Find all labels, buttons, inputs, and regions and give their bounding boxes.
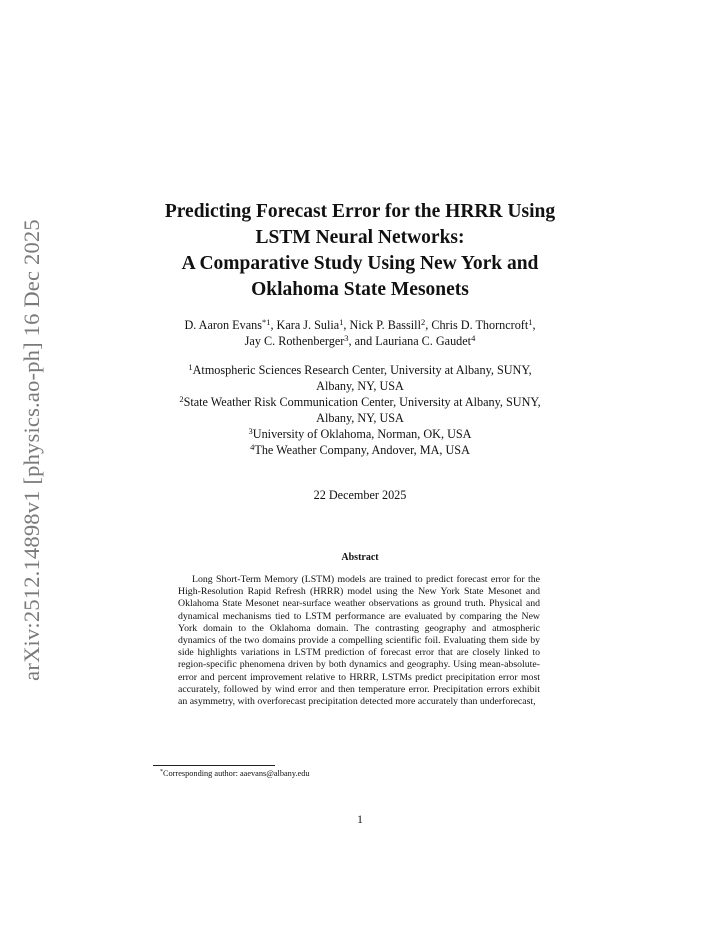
author-separator: , and: [348, 334, 376, 348]
title-line: LSTM Neural Networks:: [255, 227, 465, 248]
author-affiliation-marker: *1: [261, 317, 271, 327]
abstract-body: Long Short-Term Memory (LSTM) models are trained to predict forecast error for the High-Resolution Rapid Refresh (HRRR) model using the New York State Mesonet and Oklahoma State Mesonet near-surface weather observations as ground truth. Physical and dynamical mechanisms tied to LSTM performance are evaluated by comparing the New York domain to the Oklahoma domain. The contrasting geography and atmospheric dynamics of the two domains provide a compelling scientific foil. Evaluating them side by side highlights variations in LSTM prediction of forecast error that are closely linked to region-specific phenomena driven by both dynamics and geography. Using mean-absolute-error and percent improvement relative to HRRR, LSTMs predict precipitation error most accurately, followed by wind error and then temperature error. Precipitation errors exhibit an asymmetry, with overforecast precipitation detected more accurately than underforecast,: [178, 574, 540, 708]
affiliation-marker: 1: [188, 362, 193, 372]
author-list: [120, 317, 600, 349]
affiliation-line: Albany, NY, USA: [316, 379, 404, 393]
affiliation-text: University of Oklahoma, Norman, OK, USA: [252, 427, 472, 441]
footnote-text: Corresponding author: aaevans@albany.edu: [163, 769, 310, 778]
author-separator: ,: [425, 318, 432, 332]
affiliation-marker: 4: [250, 442, 255, 452]
affiliation-text: Atmospheric Sciences Research Center, University at Albany, SUNY,: [192, 363, 532, 377]
author-name: D. Aaron Evans: [184, 318, 262, 332]
affiliation-marker: 3: [248, 426, 253, 436]
title-line: Oklahoma State Mesonets: [251, 279, 469, 300]
author-separator: ,: [343, 318, 350, 332]
author-name: Chris D. Thorncroft: [431, 318, 529, 332]
arxiv-sidebar-identifier: [12, 220, 52, 680]
author-name: Jay C. Rothenberger: [244, 334, 345, 348]
title-line: Predicting Forecast Error for the HRRR Using: [164, 201, 556, 222]
author-name: Lauriana C. Gaudet: [375, 334, 472, 348]
author-affiliation-marker: 1: [339, 317, 344, 327]
affiliation-text: The Weather Company, Andover, MA, USA: [254, 443, 470, 457]
author-affiliation-marker: 1: [528, 317, 533, 327]
affiliation-line: [120, 442, 600, 458]
affiliation-marker: 2: [179, 394, 184, 404]
author-affiliation-marker: 2: [420, 317, 426, 327]
affiliation-line: Albany, NY, USA: [316, 411, 404, 425]
affiliation-line: [120, 394, 600, 410]
affiliation-list: [120, 362, 600, 458]
author-name: Nick P. Bassill: [349, 318, 421, 332]
author-affiliation-marker: 3: [344, 333, 349, 343]
author-line: [120, 333, 600, 349]
paper-title: [140, 199, 580, 303]
publication-date: 22 December 2025: [313, 488, 407, 502]
author-name: Kara J. Sulia: [276, 318, 340, 332]
affiliation-line: [120, 426, 600, 442]
title-line: A Comparative Study Using New York and: [181, 253, 539, 274]
page-number: 1: [357, 814, 363, 826]
footnote: [160, 768, 310, 779]
footnote-rule: [153, 765, 275, 766]
affiliation-line: [120, 362, 600, 378]
author-affiliation-marker: 4: [471, 333, 476, 343]
footnote-marker: *: [160, 769, 163, 775]
arxiv-id-text: arXiv:2512.14898v1 [physics.ao-ph] 16 Dec 2025: [19, 219, 44, 681]
author-separator: ,: [532, 318, 536, 332]
affiliation-text: State Weather Risk Communication Center, University at Albany, SUNY,: [183, 395, 541, 409]
author-separator: ,: [270, 318, 277, 332]
abstract-heading: Abstract: [341, 552, 379, 563]
author-line: [120, 317, 600, 333]
